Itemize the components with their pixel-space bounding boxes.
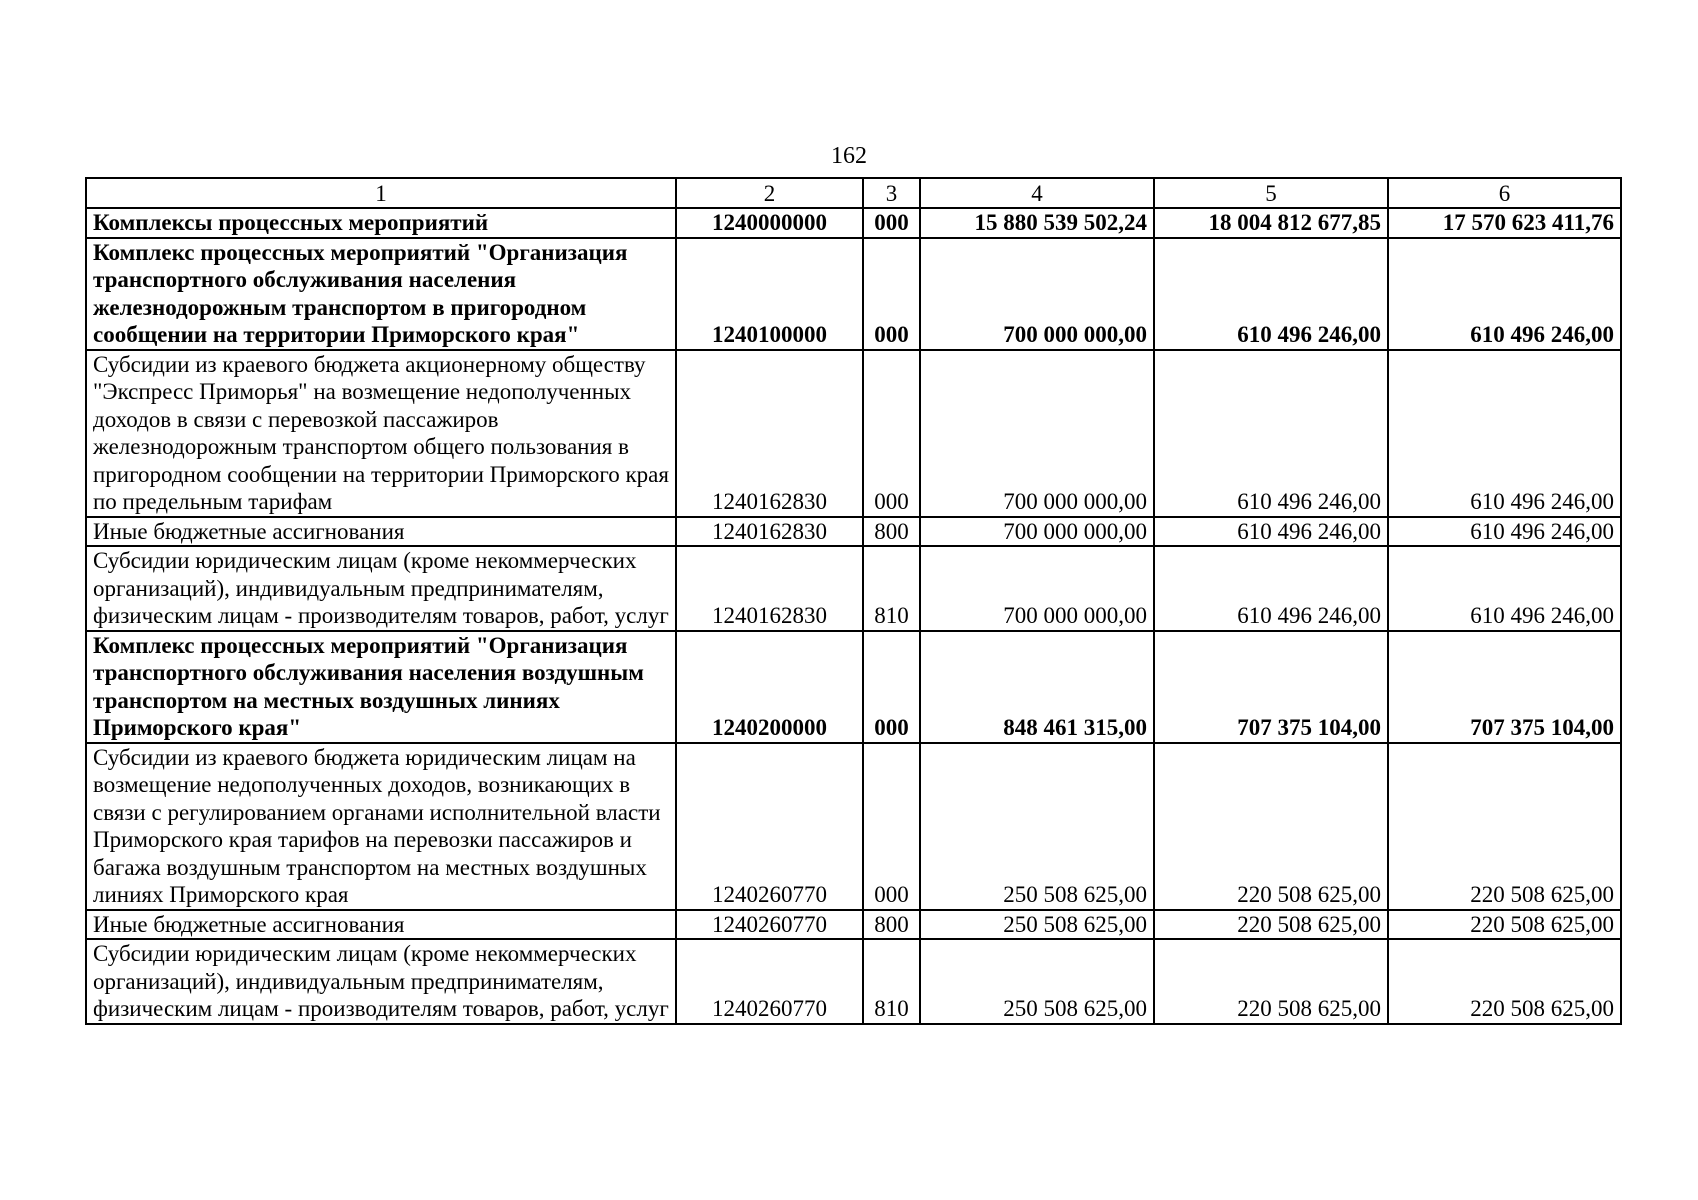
header-cell-5: 5: [1154, 178, 1388, 208]
row-amount-col6: 17 570 623 411,76: [1388, 208, 1621, 238]
table-row: [86, 350, 1621, 517]
row-amount-col5: 18 004 812 677,85: [1154, 208, 1388, 238]
row-name: Комплекс процессных мероприятий "Организация транспортного обслуживания населения железнодорожным транспортом в пригородном сообщении на территории Приморского края": [86, 238, 676, 350]
row-expense-type: 000: [863, 743, 920, 910]
row-target-code: 1240260770: [676, 910, 863, 940]
row-amount-col6: 610 496 246,00: [1388, 238, 1621, 350]
row-expense-type: 800: [863, 517, 920, 547]
row-amount-col4: 700 000 000,00: [920, 238, 1154, 350]
row-name: Субсидии из краевого бюджета юридическим лицам на возмещение недополученных доходов, возникающих в связи с регулированием органами исполнительной власти Приморского края тарифов на перевозки пассажиров и багажа воздушным транспортом на местных воздушных линиях Приморского края: [86, 743, 676, 910]
table-row: [86, 208, 1621, 238]
row-amount-col4: 250 508 625,00: [920, 910, 1154, 940]
row-amount-col5: 610 496 246,00: [1154, 546, 1388, 631]
header-cell-4: 4: [920, 178, 1154, 208]
row-amount-col6: 610 496 246,00: [1388, 517, 1621, 547]
row-expense-type: 000: [863, 350, 920, 517]
table-row: [86, 743, 1621, 910]
row-amount-col5: 707 375 104,00: [1154, 631, 1388, 743]
header-row: [86, 178, 1621, 208]
row-name: Субсидии юридическим лицам (кроме некоммерческих организаций), индивидуальным предпринимателям, физическим лицам - производителям товаров, работ, услуг: [86, 546, 676, 631]
header-cell-3: 3: [863, 178, 920, 208]
row-amount-col4: 700 000 000,00: [920, 517, 1154, 547]
row-target-code: 1240162830: [676, 350, 863, 517]
budget-table: [85, 177, 1622, 1025]
row-target-code: 1240260770: [676, 743, 863, 910]
table-row: [86, 517, 1621, 547]
row-amount-col5: 610 496 246,00: [1154, 350, 1388, 517]
row-amount-col4: 15 880 539 502,24: [920, 208, 1154, 238]
row-amount-col5: 220 508 625,00: [1154, 743, 1388, 910]
row-amount-col6: 610 496 246,00: [1388, 350, 1621, 517]
row-target-code: 1240000000: [676, 208, 863, 238]
table-row: [86, 910, 1621, 940]
row-expense-type: 810: [863, 546, 920, 631]
row-target-code: 1240100000: [676, 238, 863, 350]
row-name: Комплекс процессных мероприятий "Организация транспортного обслуживания населения воздушным транспортом на местных воздушных линиях Приморского края": [86, 631, 676, 743]
header-cell-2: 2: [676, 178, 863, 208]
row-amount-col6: 610 496 246,00: [1388, 546, 1621, 631]
row-name: Субсидии из краевого бюджета акционерному обществу "Экспресс Приморья" на возмещение недополученных доходов в связи с перевозкой пассажиров железнодорожным транспортом общего пользования в пригородном сообщении на территории Приморского края по предельным тарифам: [86, 350, 676, 517]
table-row: [86, 939, 1621, 1024]
row-name: Комплексы процессных мероприятий: [86, 208, 676, 238]
row-amount-col5: 220 508 625,00: [1154, 910, 1388, 940]
row-amount-col4: 848 461 315,00: [920, 631, 1154, 743]
row-amount-col4: 250 508 625,00: [920, 743, 1154, 910]
row-amount-col4: 250 508 625,00: [920, 939, 1154, 1024]
row-expense-type: 000: [863, 208, 920, 238]
header-cell-1: 1: [86, 178, 676, 208]
row-expense-type: 810: [863, 939, 920, 1024]
row-amount-col5: 610 496 246,00: [1154, 238, 1388, 350]
row-expense-type: 000: [863, 238, 920, 350]
row-amount-col5: 220 508 625,00: [1154, 939, 1388, 1024]
row-target-code: 1240200000: [676, 631, 863, 743]
row-amount-col6: 220 508 625,00: [1388, 939, 1621, 1024]
row-name: Иные бюджетные ассигнования: [86, 910, 676, 940]
row-target-code: 1240162830: [676, 546, 863, 631]
row-amount-col4: 700 000 000,00: [920, 546, 1154, 631]
row-target-code: 1240162830: [676, 517, 863, 547]
table-row: [86, 546, 1621, 631]
row-amount-col5: 610 496 246,00: [1154, 517, 1388, 547]
page-number: 162: [831, 143, 867, 169]
row-amount-col4: 700 000 000,00: [920, 350, 1154, 517]
row-amount-col6: 220 508 625,00: [1388, 743, 1621, 910]
row-amount-col6: 707 375 104,00: [1388, 631, 1621, 743]
row-expense-type: 000: [863, 631, 920, 743]
row-name: Иные бюджетные ассигнования: [86, 517, 676, 547]
row-expense-type: 800: [863, 910, 920, 940]
row-name: Субсидии юридическим лицам (кроме некоммерческих организаций), индивидуальным предпринимателям, физическим лицам - производителям товаров, работ, услуг: [86, 939, 676, 1024]
table-row: [86, 631, 1621, 743]
row-target-code: 1240260770: [676, 939, 863, 1024]
row-amount-col6: 220 508 625,00: [1388, 910, 1621, 940]
header-cell-6: 6: [1388, 178, 1621, 208]
table-row: [86, 238, 1621, 350]
